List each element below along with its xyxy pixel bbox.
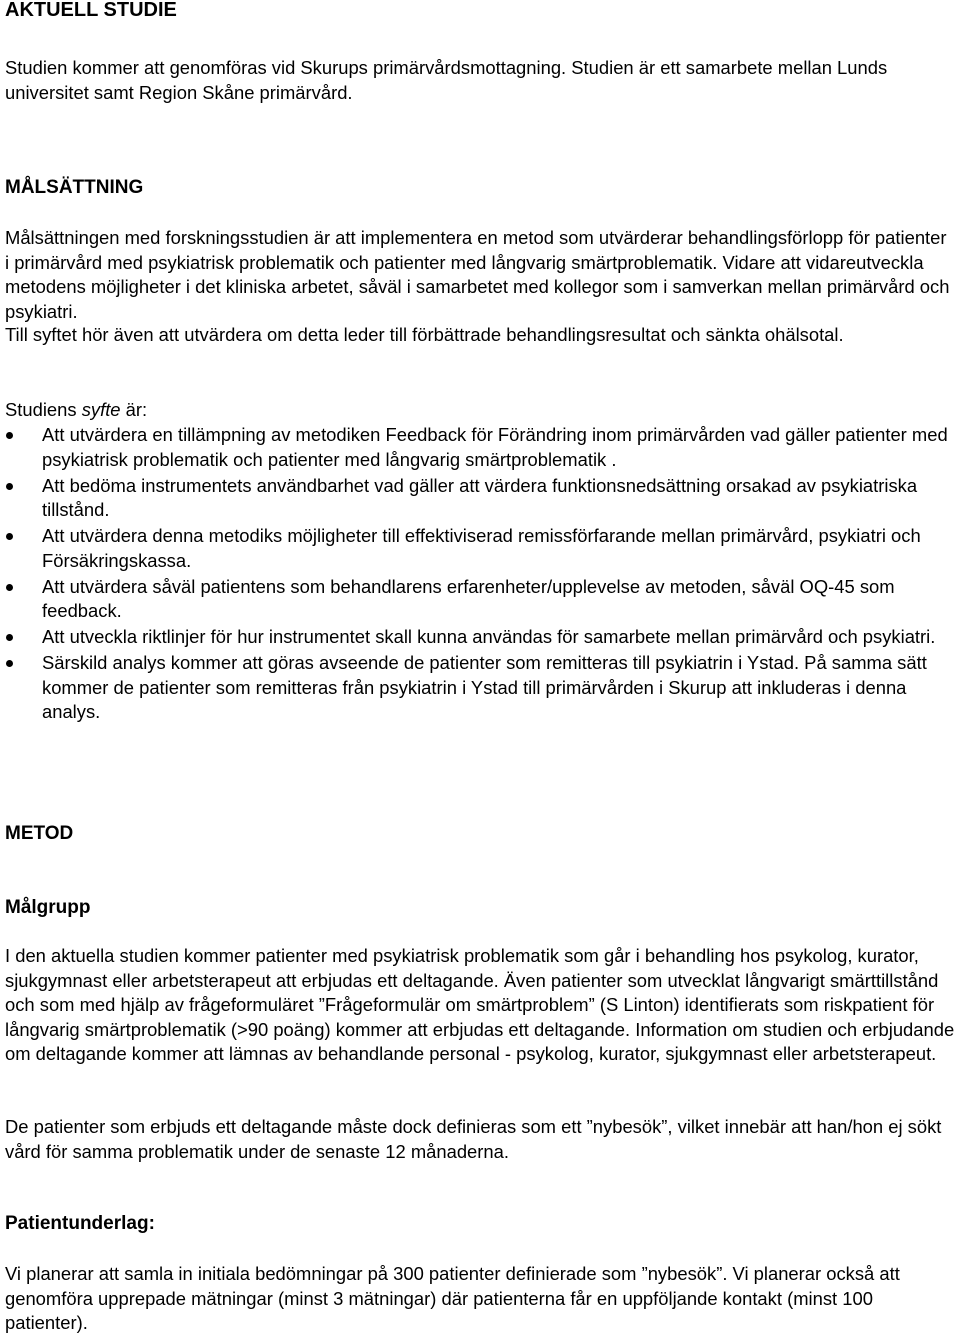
heading-metod: METOD [5,823,74,844]
syfte-prefix: Studiens [5,399,82,420]
list-item-text: Att utvärdera såväl patientens som behandlarens erfarenheter/upplevelse av metoden, såväl OQ-45 som feedback. [42,575,895,622]
list-item [5,474,955,523]
heading-aktuell-studie: AKTUELL STUDIE [5,0,177,21]
bullet-icon [6,533,13,540]
patientunderlag-paragraph: Vi planerar att samla in initiala bedömningar på 300 patienter definierade som ”nybesök”. Vi planerar också att genomföra upprepade mätningar (minst 3 mätningar) där patienterna får en uppföljande kontakt (minst 100 patienter). [5,1263,900,1333]
list-item-text: Att bedöma instrumentets användbarhet vad gäller att värdera funktionsnedsättning orsakad av psykiatriska tillstånd. [42,474,918,521]
syfte-word: syfte [81,399,121,420]
heading-malgrupp: Målgrupp [5,897,91,918]
heading-patientunderlag: Patientunderlag: [5,1213,155,1234]
list-item-text: Särskild analys kommer att göras avseende de patienter som remitteras till psykiatrin i Ystad. På samma sätt kommer de patienter som remitteras från psykiatrin i Ystad till primärvården i Skurup att inkluderas i denna analys. [42,652,927,723]
bullet-icon [6,432,13,439]
bullet-icon [6,584,13,591]
bullet-icon [6,634,13,641]
bullet-icon [6,660,13,667]
list-item [5,524,955,573]
list-item [5,423,955,472]
list-item-text: Att utveckla riktlinjer för hur instrumentet skall kunna användas för samarbete mellan primärvård och psykiatri. [42,626,936,648]
list-item-text: Att utvärdera denna metodiks möjligheter till effektiviserad remissförfarande mellan primärvård, psykiatri och Försäkringskassa. [42,525,921,571]
syfte-intro [5,398,955,423]
malsattning-paragraph-1: Målsättningen med forskningsstudien är att implementera en metod som utvärderar behandlingsförlopp för patienter i primärvård med psykiatrisk problematik och patienter med långvarig smärtproblematik. Vidare att vidareutveckla metodens möjligheter i det kliniska arbetet, såväl i samarbetet med kollegor som i samverkan mellan primärvård och psykiatri. [5,227,950,322]
heading-malsattning: MÅLSÄTTNING [5,177,144,198]
list-item [5,651,955,725]
malgrupp-paragraph-1: I den aktuella studien kommer patienter med psykiatrisk problematik som går i behandling hos psykolog, kurator, sjukgymnast eller arbetsterapeut att erbjudas ett deltagande. Även patienter som utvecklat långvarigt smärttillstånd och som med hjälp av frågeformuläret ”Frågeformulär om smärtproblem” (S Linton) identifierats som riskpatient för långvarig smärtproblematik (>90 poäng) kommer att erbjudas ett deltagande. Information om studien och erbjudande om deltagande kommer att lämnas av behandlande personal - psykolog, kurator, sjukgymnast eller arbetsterapeut. [5,945,955,1064]
syfte-suffix: är: [120,399,148,420]
list-item [5,625,955,650]
syfte-bullet-list [5,423,955,727]
list-item [5,575,955,624]
bullet-icon [6,483,13,490]
list-item-text: Att utvärdera en tillämpning av metodiken Feedback för Förändring inom primärvården vad gäller patienter med psykiatrisk problematik och patienter med långvarig smärtproblematik . [42,424,948,470]
malgrupp-paragraph-2: De patienter som erbjuds ett deltagande måste dock definieras som ett ”nybesök”, vilket innebär att han/hon ej sökt vård för samma problematik under de senaste 12 månaderna. [5,1116,942,1162]
aktuell-studie-text: Studien kommer att genomföras vid Skurups primärvårdsmottagning. Studien är ett samarbete mellan Lunds universitet samt Region Skåne primärvård. [5,57,888,103]
malsattning-paragraph-2: Till syftet hör även att utvärdera om detta leder till förbättrade behandlingsresultat och sänkta ohälsotal. [5,324,844,345]
